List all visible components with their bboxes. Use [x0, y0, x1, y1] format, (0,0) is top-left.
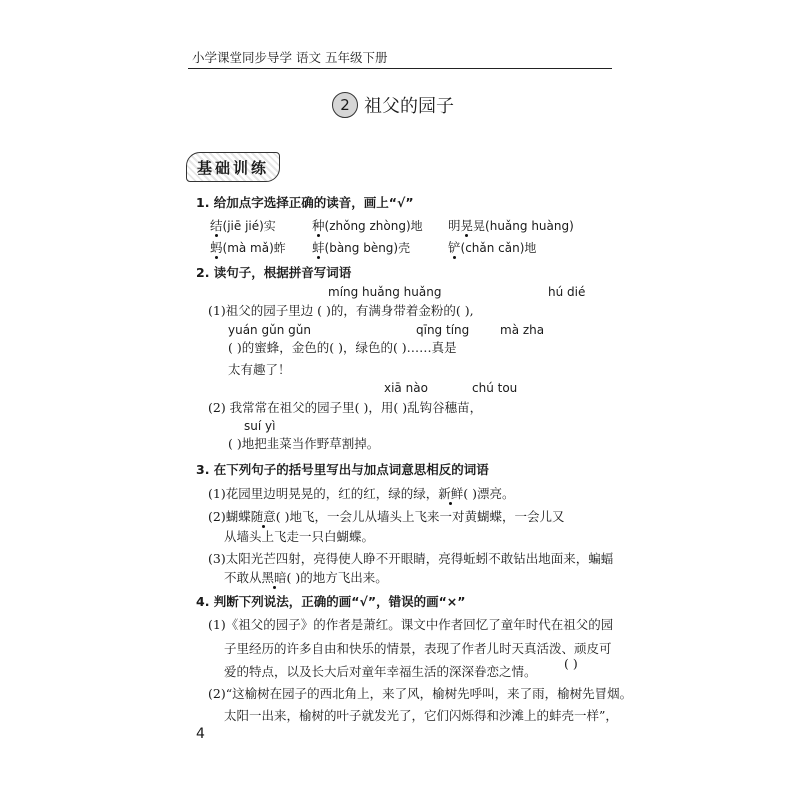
q1-title: 1. 给加点字选择正确的读音，画上“√” — [196, 195, 414, 210]
answer-paren[interactable]: ( ) — [564, 656, 578, 671]
q4-statement: (1)《祖父的园子》的作者是萧红。课文中作者回忆了童年时代在祖父的园 — [208, 617, 614, 632]
q2-line: (1)祖父的园子里边 ( )的，有满身带着金粉的( ), — [208, 303, 474, 318]
lesson-heading — [332, 92, 454, 118]
q2-line: ( )的蜜蜂，金色的( )，绿色的( )……真是 — [228, 340, 457, 355]
q2-line: (2) 我常常在祖父的园子里( )，用( )乱钩谷穗苗， — [208, 400, 483, 415]
q4-statement: 太阳一出来，榆树的叶子就发光了，它们闪烁得和沙滩上的蚌壳一样”， — [224, 708, 618, 723]
q2-pinyin: suí yì — [244, 419, 276, 433]
q4-statement: (2)“这榆树在园子的西北角上，来了风，榆树先呼叫，来了雨，榆树先冒烟。 — [208, 686, 633, 701]
q2-pinyin: mà zha — [500, 323, 545, 337]
q4-title: 4. 判断下列说法，正确的画“√”，错误的画“×” — [196, 594, 466, 609]
q1-item-2: 种(zhǒng zhòng)地 — [312, 218, 423, 233]
header-rule — [188, 68, 612, 69]
q3-sentence: (1)花园里边明晃晃的，红的红，绿的绿，新鲜( )漂亮。 — [208, 486, 515, 501]
lesson-number-badge: 2 — [332, 92, 358, 118]
q2-pinyin: xiā nào — [384, 381, 428, 395]
q2-pinyin: chú tou — [472, 381, 518, 395]
lesson-title: 祖父的园子 — [364, 96, 454, 117]
q2-pinyin: míng huǎng huǎng — [328, 285, 442, 299]
q3-title: 3. 在下列句子的括号里写出与加点词意思相反的词语 — [196, 462, 489, 477]
section-label: 基础训练 — [186, 152, 280, 182]
q3-sentence: 不敢从黑暗( )的地方飞出来。 — [224, 570, 388, 585]
q2-line: 太有趣了！ — [228, 362, 291, 377]
q1-item-4: 蚂(mà mǎ)蚱 — [210, 240, 286, 255]
q3-sentence: (3)太阳光芒四射，亮得使人睁不开眼睛，亮得蚯蚓不敢钻出地面来，蝙蝠 — [208, 551, 614, 566]
page-number: 4 — [196, 726, 205, 742]
q2-pinyin: yuán gǔn gǔn — [228, 323, 311, 337]
q2-pinyin: hú dié — [548, 285, 586, 299]
q2-pinyin: qīng tíng — [416, 323, 470, 337]
q3-sentence: 从墙头上飞走一只白蝴蝶。 — [224, 529, 375, 544]
q1-item-5: 蚌(bàng bèng)壳 — [312, 240, 411, 255]
q3-sentence: (2)蝴蝶随意( )地飞，一会儿从墙头上飞来一对黄蝴蝶，一会儿又 — [208, 509, 565, 524]
q2-title: 2. 读句子，根据拼音写词语 — [196, 265, 352, 280]
running-header: 小学课堂同步导学 语文 五年级下册 — [192, 50, 388, 65]
q1-item-6: 铲(chǎn cǎn)地 — [448, 240, 537, 255]
q4-statement: 子里经历的许多自由和快乐的情景，表现了作者儿时天真活泼、顽皮可 — [224, 641, 612, 656]
q2-line: ( )地把韭菜当作野草割掉。 — [228, 436, 380, 451]
q1-item-1: 结(jiē jié)实 — [210, 218, 276, 233]
q1-item-3: 明晃晃(huǎng huàng) — [448, 218, 574, 233]
q4-statement: 爱的特点，以及长大后对童年幸福生活的深深眷恋之情。 — [224, 664, 537, 679]
